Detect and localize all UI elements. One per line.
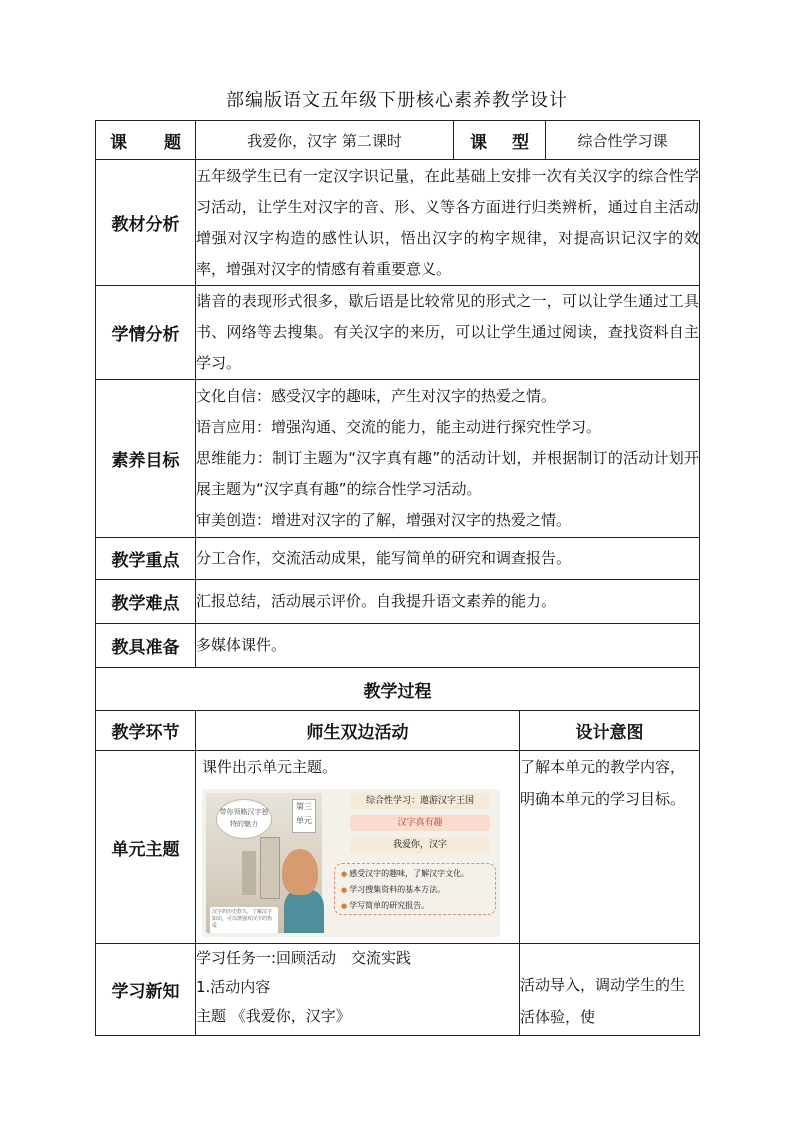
- literacy-goals-text: [196, 380, 700, 538]
- difficulties-label: 教学难点: [96, 580, 196, 624]
- document-title: 部编版语文五年级下册核心素养教学设计: [226, 90, 568, 111]
- slide-banner-activity: 汉字真有趣: [350, 815, 490, 831]
- process-columns-row: [96, 711, 700, 751]
- slide-banner-theme: 综合性学习：遨游汉字王国: [350, 793, 490, 809]
- material-analysis-row: [96, 160, 700, 286]
- new-learning-activity: [196, 944, 520, 1036]
- literacy-goals-row: [96, 380, 700, 538]
- slide-note: 汉字的历史悠久，了解汉字知识，可以增强对汉字的热爱: [210, 907, 278, 933]
- col-activity-heading: 师生双边活动: [196, 711, 520, 751]
- slide-child-figure: [284, 889, 324, 933]
- unit-theme-row: [96, 751, 700, 944]
- slide-circle-caption: 带你领略汉字独特的魅力: [216, 799, 272, 839]
- slide-scroll-art: [242, 851, 256, 895]
- topic-label-b: 题: [164, 132, 181, 153]
- teaching-aids-label: 教具准备: [96, 624, 196, 668]
- slide-goal-item: ● 学写简单的研究报告。: [341, 898, 489, 914]
- type-label-cell: [454, 121, 546, 160]
- header-row: [96, 121, 700, 160]
- unit-theme-label: 单元主题: [96, 751, 196, 944]
- topic-value: 我爱你，汉字 第二课时: [196, 121, 454, 160]
- col-stage-heading: 教学环节: [96, 711, 196, 751]
- goal-line: 思维能力：制订主题为“汉字真有趣”的活动计划，并根据制订的活动计划开展主题为“汉字真有趣”的综合性学习活动。: [196, 449, 699, 498]
- unit-theme-slide-image: [202, 789, 500, 937]
- key-points-label: 教学重点: [96, 538, 196, 580]
- slide-goal-item: ● 感受汉字的趣味，了解汉字文化。: [341, 866, 489, 882]
- difficulties-text: 汇报总结，活动展示评价。自我提升语文素养的能力。: [196, 580, 700, 624]
- topic-label-a: 课: [110, 132, 127, 153]
- unit-theme-activity-line: 课件出示单元主题。: [202, 758, 338, 776]
- topic-label-cell: [96, 121, 196, 160]
- learner-analysis-row: [96, 286, 700, 380]
- col-intent-heading: 设计意图: [520, 711, 700, 751]
- goal-line: 语言应用：增强沟通、交流的能力，能主动进行探究性学习。: [196, 418, 602, 436]
- type-label-b: 型: [512, 132, 529, 153]
- new-learning-line: 主题 《我爱你，汉字》: [196, 1007, 351, 1025]
- new-learning-line: 学习任务一:回顾活动 交流实践: [196, 949, 412, 967]
- material-analysis-text: 五年级学生已有一定汉字识记量，在此基础上安排一次有关汉字的综合性学习活动，让学生对汉字的音、形、义等各方面进行归类辨析，通过自主活动增强对汉字构造的感性认识，悟出汉字的构字规律，对提高识记汉字的效率，增强对汉字的情感有着重要意义。: [196, 160, 700, 286]
- teaching-aids-text: 多媒体课件。: [196, 624, 700, 668]
- slide-goals-box: [334, 863, 496, 915]
- key-points-text: 分工合作，交流活动成果，能写简单的研究和调查报告。: [196, 538, 700, 580]
- goal-line: 审美创造：增进对汉字的了解，增强对汉字的热爱之情。: [196, 511, 572, 529]
- difficulties-row: [96, 580, 700, 624]
- type-value: 综合性学习课: [546, 121, 700, 160]
- slide-banner-lesson: 我爱你，汉字: [350, 837, 490, 853]
- goal-line: 文化自信：感受汉字的趣味，产生对汉字的热爱之情。: [196, 387, 557, 405]
- slide-scroll-art: [260, 837, 280, 899]
- literacy-goals-label: 素养目标: [96, 380, 196, 538]
- type-label-a: 课: [470, 132, 487, 153]
- unit-theme-activity: [196, 751, 520, 944]
- material-analysis-label: 教材分析: [96, 160, 196, 286]
- teaching-aids-row: [96, 624, 700, 668]
- process-heading: 教学过程: [96, 668, 700, 711]
- process-heading-row: [96, 668, 700, 711]
- unit-theme-intent: 了解本单元的教学内容，明确本单元的学习目标。: [520, 751, 700, 944]
- new-learning-label: 学习新知: [96, 944, 196, 1036]
- slide-child-head: [282, 849, 318, 895]
- slide-unit-tag: 第三单元: [292, 799, 316, 833]
- key-points-row: [96, 538, 700, 580]
- new-learning-row: [96, 944, 700, 1036]
- new-learning-line: 1.活动内容: [196, 978, 271, 996]
- new-learning-intent: 活动导入，调动学生的生活体验，使: [520, 944, 700, 1036]
- learner-analysis-label: 学情分析: [96, 286, 196, 380]
- lesson-plan-table: [95, 120, 700, 1036]
- learner-analysis-text: 谐音的表现形式很多，歇后语是比较常见的形式之一，可以让学生通过工具书、网络等去搜集。有关汉字的来历，可以让学生通过阅读，查找资料自主学习。: [196, 286, 700, 380]
- slide-goal-item: ● 学习搜集资料的基本方法。: [341, 882, 489, 898]
